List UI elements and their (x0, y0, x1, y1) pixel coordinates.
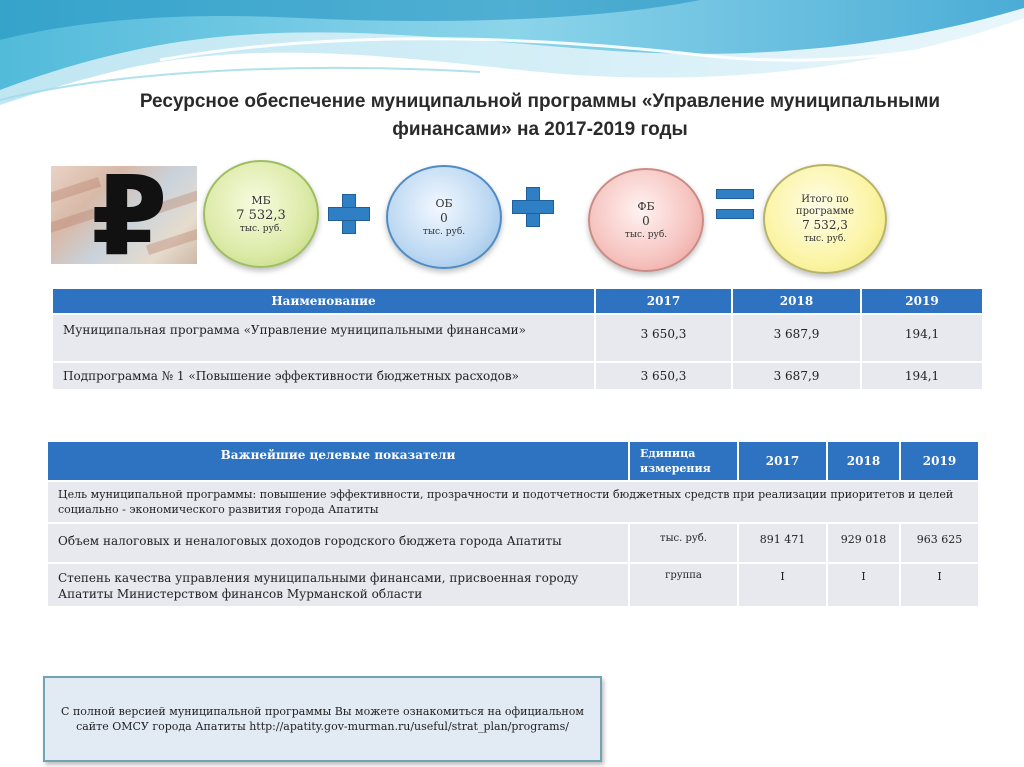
circle-ob-value: 0 (440, 210, 448, 225)
indicator-2017: 891 471 (738, 523, 827, 563)
indicator-2019: 963 625 (900, 523, 979, 563)
indicator-unit: группа (629, 563, 738, 607)
table-row (47, 563, 979, 607)
row-2018: 3 687,9 (732, 314, 861, 362)
circle-fb-label: ФБ (637, 199, 655, 213)
row-2017: 3 650,3 (595, 362, 732, 390)
row-2017: 3 650,3 (595, 314, 732, 362)
circle-total-label-line1: Итого по (801, 193, 849, 205)
ruble-icon: ₽ (91, 166, 168, 264)
header-2019: 2019 (900, 441, 979, 481)
header-name: Наименование (52, 288, 595, 314)
header-unit-line1: Единица (640, 447, 696, 460)
ruble-money-image (51, 166, 197, 264)
indicator-name: Объем налоговых и неналоговых доходов городского бюджета города Апатиты (47, 523, 629, 563)
indicator-2018: 929 018 (827, 523, 900, 563)
indicator-2017: I (738, 563, 827, 607)
circle-ob (386, 165, 502, 269)
circle-total-unit: тыс. руб. (803, 233, 847, 244)
info-note: С полной версией муниципальной программы Вы можете ознакомиться на официальном сайте ОМСУ города Апатиты http://apatity.gov-murman.ru/useful/strat_plan/programs/ (43, 676, 602, 762)
table-row (47, 523, 979, 563)
row-2019: 194,1 (861, 314, 983, 362)
circle-total-label-line2: программе (795, 205, 855, 217)
indicator-name: Степень качества управления муниципальными финансами, присвоенная городу Апатиты Министерством финансов Мурманской области (47, 563, 629, 607)
circle-fb (588, 168, 704, 272)
circle-fb-value: 0 (642, 213, 650, 228)
page-title (90, 88, 990, 144)
funding-table (51, 287, 984, 391)
circle-total (763, 164, 887, 274)
program-goal: Цель муниципальной программы: повышение эффективности, прозрачности и подотчетности бюджетных средств при реализации приоритетов и целей социально - экономического развития города Апатиты (47, 481, 979, 523)
page-title-line2: финансами» на 2017-2019 годы (392, 119, 688, 140)
circle-ob-unit: тыс. руб. (422, 226, 466, 237)
indicator-unit: тыс. руб. (629, 523, 738, 563)
circle-total-value: 7 532,3 (802, 217, 848, 232)
header-unit (629, 441, 738, 481)
table-row (52, 362, 983, 390)
circle-mb-label: МБ (251, 193, 271, 207)
circle-fb-unit: тыс. руб. (624, 229, 668, 240)
circle-ob-label: ОБ (435, 196, 453, 210)
page-title-line1: Ресурсное обеспечение муниципальной программы «Управление муниципальными (139, 91, 941, 112)
circle-mb (203, 160, 319, 268)
row-2019: 194,1 (861, 362, 983, 390)
table-row (47, 481, 979, 523)
header-2017: 2017 (738, 441, 827, 481)
header-2019: 2019 (861, 288, 983, 314)
indicator-2019: I (900, 563, 979, 607)
row-name: Муниципальная программа «Управление муниципальными финансами» (52, 314, 595, 362)
header-2018: 2018 (732, 288, 861, 314)
header-2017: 2017 (595, 288, 732, 314)
table-row (52, 314, 983, 362)
header-2018: 2018 (827, 441, 900, 481)
row-2018: 3 687,9 (732, 362, 861, 390)
indicators-table (46, 440, 980, 608)
header-indicator: Важнейшие целевые показатели (47, 441, 629, 481)
circle-mb-unit: тыс. руб. (239, 223, 283, 234)
circle-mb-value: 7 532,3 (236, 207, 286, 223)
row-name: Подпрограмма № 1 «Повышение эффективности бюджетных расходов» (52, 362, 595, 390)
indicator-2018: I (827, 563, 900, 607)
header-unit-line2: измерения (640, 462, 711, 475)
